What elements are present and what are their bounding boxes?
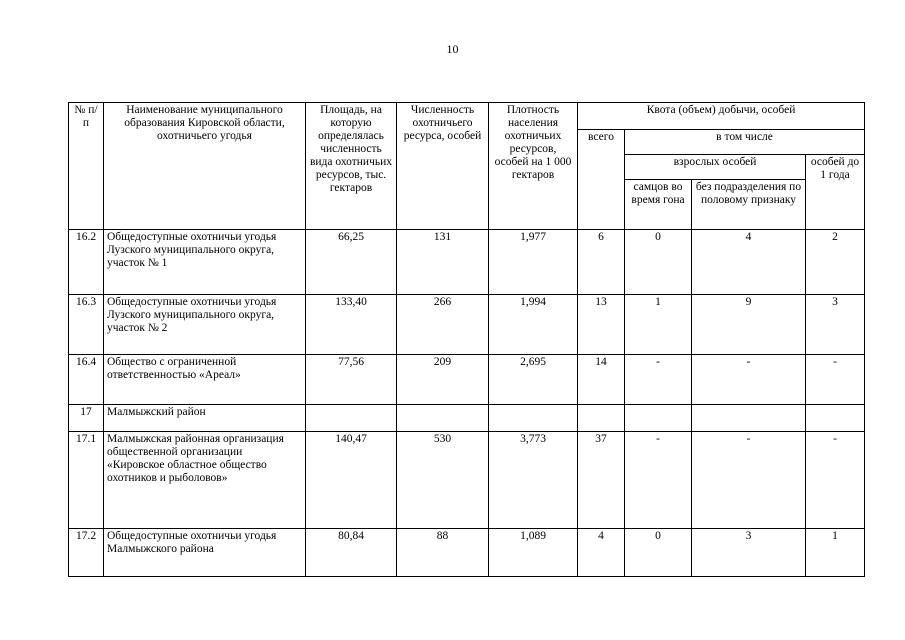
row-count: 131 [397,230,489,295]
header-under1: особей до 1 года [806,155,865,230]
row-nosex: 4 [692,230,806,295]
row-under1 [806,405,865,432]
row-no: 17 [69,405,104,432]
row-area: 133,40 [306,295,397,355]
table-row [69,529,865,577]
row-males [625,405,692,432]
row-males: 0 [625,529,692,577]
row-under1: 3 [806,295,865,355]
row-count: 530 [397,432,489,529]
row-total [578,405,625,432]
table-row [69,405,865,432]
header-nosex: без подразделения по половому признаку [692,180,806,230]
row-density: 3,773 [489,432,578,529]
table-row [69,432,865,529]
row-area: 80,84 [306,529,397,577]
page-number: 10 [446,42,459,56]
header-including: в том числе [625,130,865,155]
row-name: Малмыжский район [104,405,306,432]
row-males: 1 [625,295,692,355]
row-name: Малмыжская районная организация общественной организации «Кировское областное общество охотников и рыболовов» [104,432,306,529]
row-density: 1,994 [489,295,578,355]
row-name: Общедоступные охотничьи угодья Лузского муниципального округа, участок № 2 [104,295,306,355]
row-count: 88 [397,529,489,577]
row-density: 2,695 [489,355,578,405]
row-count: 266 [397,295,489,355]
header-name: Наименование муниципального образования Кировской области, охотничьего угодья [104,103,306,230]
row-males: - [625,432,692,529]
row-name: Общедоступные охотничьи угодья Малмыжского района [104,529,306,577]
row-area [306,405,397,432]
header-quota: Квота (объем) добычи, особей [578,103,865,130]
row-area: 66,25 [306,230,397,295]
row-no: 17.2 [69,529,104,577]
header-density: Плотность населения охотничьих ресурсов, особей на 1 000 гектаров [489,103,578,230]
row-nosex [692,405,806,432]
row-count [397,405,489,432]
row-total: 14 [578,355,625,405]
row-no: 16.4 [69,355,104,405]
header-no: № п/п [69,103,104,230]
row-nosex: 9 [692,295,806,355]
row-total: 13 [578,295,625,355]
row-total: 4 [578,529,625,577]
row-name: Общество с ограниченной ответственностью «Ареал» [104,355,306,405]
row-area: 77,56 [306,355,397,405]
row-name: Общедоступные охотничьи угодья Лузского муниципального округа, участок № 1 [104,230,306,295]
row-males: 0 [625,230,692,295]
header-count: Численность охотничьего ресурса, особей [397,103,489,230]
row-males: - [625,355,692,405]
row-nosex: - [692,432,806,529]
row-under1: - [806,432,865,529]
row-no: 16.3 [69,295,104,355]
row-nosex: 3 [692,529,806,577]
header-males: самцов во время гона [625,180,692,230]
row-under1: - [806,355,865,405]
row-total: 37 [578,432,625,529]
row-nosex: - [692,355,806,405]
row-density: 1,977 [489,230,578,295]
row-under1: 1 [806,529,865,577]
table-row [69,230,865,295]
row-density: 1,089 [489,529,578,577]
row-no: 17.1 [69,432,104,529]
row-under1: 2 [806,230,865,295]
row-density [489,405,578,432]
table-row [69,295,865,355]
header-adults: взрослых особей [625,155,806,180]
row-count: 209 [397,355,489,405]
quota-table [68,102,865,577]
row-area: 140,47 [306,432,397,529]
row-total: 6 [578,230,625,295]
table-row [69,355,865,405]
header-area: Площадь, на которую определялась численность вида охотничьих ресурсов, тыс. гектаров [306,103,397,230]
row-no: 16.2 [69,230,104,295]
header-total: всего [578,130,625,230]
